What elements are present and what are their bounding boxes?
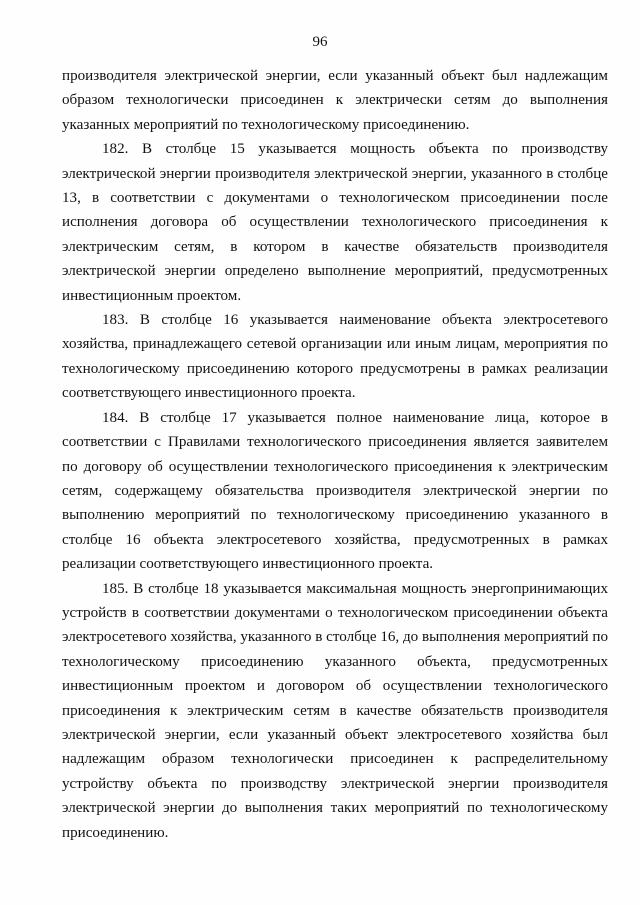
paragraph-continuation: производителя электрической энергии, если указанный объект был надлежащим образом технологически присоединен к электрически сетям до выполнения указанных мероприятий по технологическому присоединению. xyxy=(62,68,608,133)
paragraph-item-183: 183. В столбце 16 указывается наименование объекта электросетевого хозяйства, принадлежащего сетевой организации или иным лицам, мероприятия по технологическому присоединению которого предусмотрены в рамках реализации соответствующего инвестиционного проекта. xyxy=(62,312,608,402)
paragraph-item-185: 185. В столбце 18 указывается максимальная мощность энергопринимающих устройств в соответствии документами о технологическом присоединении объекта электросетевого хозяйства, указанного в столбце 16, до выполнения мероприятий по технологическому присоединению указанного объекта, предусмотренных инвестиционным проектом и договором об осуществлении технологического присоединения к электрическим сетям в качестве обязательств производителя электрической энергии, если указанный объект электросетевого хозяйства был надлежащим образом технологически присоединен к распределительному устройству объекта по производству электрической энергии производителя электрической энергии до выполнения таких мероприятий по технологическому присоединению. xyxy=(62,580,608,841)
document-body xyxy=(62,64,608,845)
page-number: 96 xyxy=(312,34,328,50)
paragraph-item-184: 184. В столбце 17 указывается полное наименование лица, которое в соответствии с Правилами технологического присоединения является заявителем по договору об осуществлении технологического присоединения к электрическим сетям, содержащему обязательства производителя электрической энергии по выполнению мероприятий по технологическому присоединению указанного в столбце 16 объекта электросетевого хозяйства, предусмотренных в рамках реализации соответствующего инвестиционного проекта. xyxy=(62,409,608,573)
paragraph-item-182: 182. В столбце 15 указывается мощность объекта по производству электрической энергии производителя электрической энергии, указанного в столбце 13, в соответствии с документами о технологическом присоединении после исполнения договора об осуществлении технологического присоединения к электрическим сетям, в котором в качестве обязательств производителя электрической энергии определено выполнение мероприятий, предусмотренных инвестиционным проектом. xyxy=(62,141,608,304)
